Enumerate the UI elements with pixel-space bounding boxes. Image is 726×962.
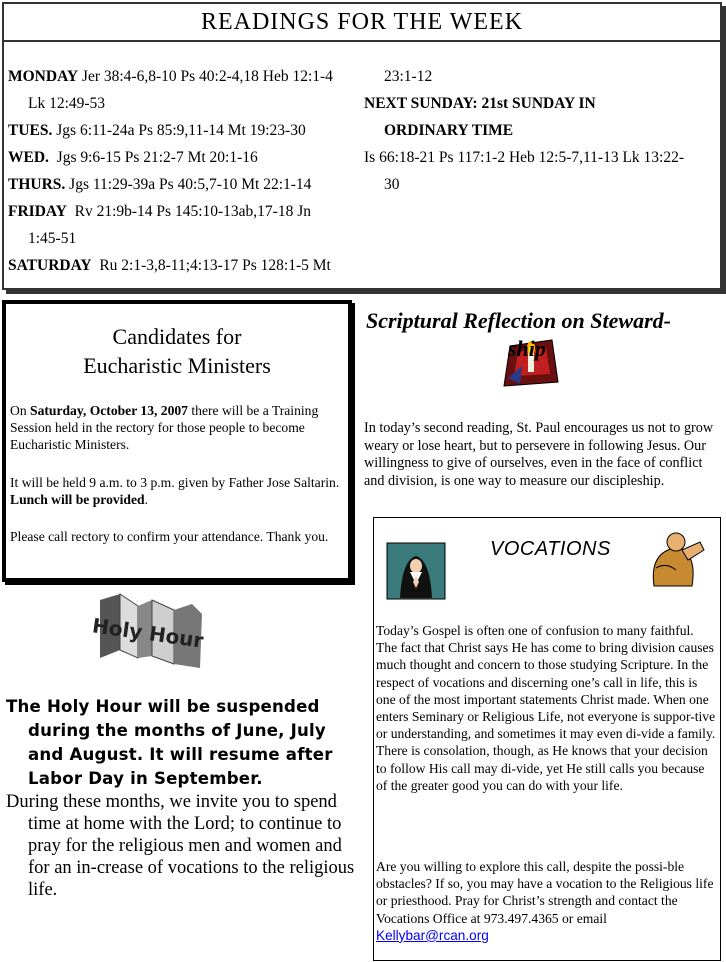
praying-man-icon [646,528,710,588]
stewardship-title: Scriptural Reflection on Steward- [366,308,671,333]
email-link[interactable]: Kellybar@rcan.org [376,927,489,943]
next-sunday-line: NEXT SUNDAY: 21st SUNDAY IN [364,95,596,112]
candidates-paragraph: Please call rectory to confirm your attendance. Thank you. [10,529,329,544]
reading-line: Lk 12:49-53 [28,95,106,112]
praying-nun-icon [386,542,446,600]
stewardship-title-cont: ship [508,336,546,361]
svg-text:Holy Hour: Holy Hour [92,613,205,653]
reading-line: Is 66:18-21 Ps 117:1-2 Heb 12:5-7,11-13 Lk 13:22- [364,149,685,166]
candidates-box [2,300,352,582]
readings-title: READINGS FOR THE WEEK [4,4,720,42]
holy-hour-notice: The Holy Hour will be suspended during the months of June, July and August. It will resume after Labor Day in September. [6,697,333,788]
vocations-paragraph: Are you willing to explore this call, despite the possi-ble obstacles? If so, you may have a vocation to the Religious life or priesthood. Pray for Christ’s strength and contact the Vocations Office at 973.497.4365 or email Kellybar@rcan.org [376,859,714,943]
reading-line: WED. Jgs 9:6-15 Ps 21:2-7 Mt 20:1-16 [8,149,258,166]
holy-hour-invitation: During these months, we invite you to spend time at home with the Lord; to continue to pray for the religious men and women and for an in-crease of vocations to the religious life. [6,792,355,900]
reading-line: 30 [384,176,400,193]
candidates-title: Candidates for Eucharistic Ministers [83,324,271,378]
readings-box [2,2,722,290]
reading-line: FRIDAY Rv 21:9b-14 Ps 145:10-13ab,17-18 Jn [8,203,311,220]
reading-line: SATURDAY Ru 2:1-3,8-11;4:13-17 Ps 128:1-5 Mt [8,257,331,274]
reading-line: TUES. Jgs 6:11-24a Ps 85:9,11-14 Mt 19:23-30 [8,122,306,139]
holy-hour-logo [92,592,208,672]
next-sunday-line: ORDINARY TIME [384,122,514,139]
candidates-paragraph: It will be held 9 a.m. to 3 p.m. given by Father Jose Saltarin. Lunch will be provided. [10,475,340,507]
stewardship-text: In today’s second reading, St. Paul encourages us not to grow weary or lose heart, but to persevere in following Jesus. Our willingness to give of ourselves, even in the face of conflict and division, is one way to measure our discipleship. [364,420,714,489]
vocations-title: VOCATIONS [490,538,611,560]
reading-line: MONDAY Jer 38:4-6,8-10 Ps 40:2-4,18 Heb 12:1-4 [8,68,333,85]
vocations-box [373,517,721,961]
reading-line: 23:1-12 [384,68,433,85]
reading-line: THURS. Jgs 11:29-39a Ps 40:5,7-10 Mt 22:1-14 [8,176,312,193]
reading-line: 1:45-51 [28,230,77,247]
candidates-paragraph: On Saturday, October 13, 2007 there will be a Training Session held in the rectory for those people to become Eucharistic Ministers. [10,403,319,452]
vocations-paragraph: Today’s Gospel is often one of confusion to many faithful. The fact that Christ says He has come to bring division causes much thought and concern to those studying Scripture. In the respect of vocations and discerning one’s call in life, this is one of the most important statements Christ made. When one enters Seminary or Religious Life, not everyone is suppor-tive or understanding, and sometimes it may even di-vide a family. There is consolation, though, as He knows that your decision to follow His call may di-vide, yet He still calls you because of the greater good you can do with your life. [376,623,716,793]
